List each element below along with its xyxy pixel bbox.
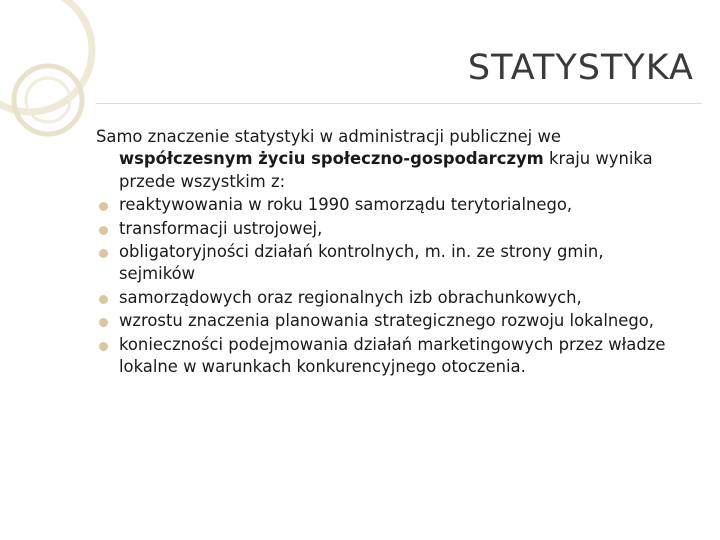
bullet-dot-icon bbox=[99, 318, 108, 327]
bullet-list bbox=[96, 194, 676, 378]
title-divider bbox=[96, 103, 702, 104]
slide-title: STATYSTYKA bbox=[467, 48, 694, 88]
list-item: reaktywowania w roku 1990 samorządu terytorialnego, bbox=[96, 194, 676, 216]
bullet-dot-icon bbox=[99, 249, 108, 258]
bullet-dot-icon bbox=[99, 226, 108, 235]
slide-body bbox=[96, 126, 676, 379]
bullet-dot-icon bbox=[99, 295, 108, 304]
list-item: wzrostu znaczenia planowania strategicznego rozwoju lokalnego, bbox=[96, 310, 676, 332]
list-item: transformacji ustrojowej, bbox=[96, 218, 676, 240]
intro-suffix: kraju wynika przede wszystkim z: bbox=[119, 149, 653, 191]
intro-paragraph bbox=[96, 126, 676, 193]
intro-bold: współczesnym życiu społeczno-gospodarczym bbox=[119, 149, 544, 169]
bullet-dot-icon bbox=[99, 202, 108, 211]
intro-prefix: Samo znaczenie statystyki w administracji publicznej we bbox=[96, 127, 561, 146]
bullet-dot-icon bbox=[99, 342, 108, 351]
list-item: konieczności podejmowania działań marketingowych przez władze lokalne w warunkach konkurencyjnego otoczenia. bbox=[96, 334, 676, 379]
list-item: obligatoryjności działań kontrolnych, m. in. ze strony gmin, sejmików bbox=[96, 241, 676, 286]
list-item: samorządowych oraz regionalnych izb obrachunkowych, bbox=[96, 287, 676, 309]
